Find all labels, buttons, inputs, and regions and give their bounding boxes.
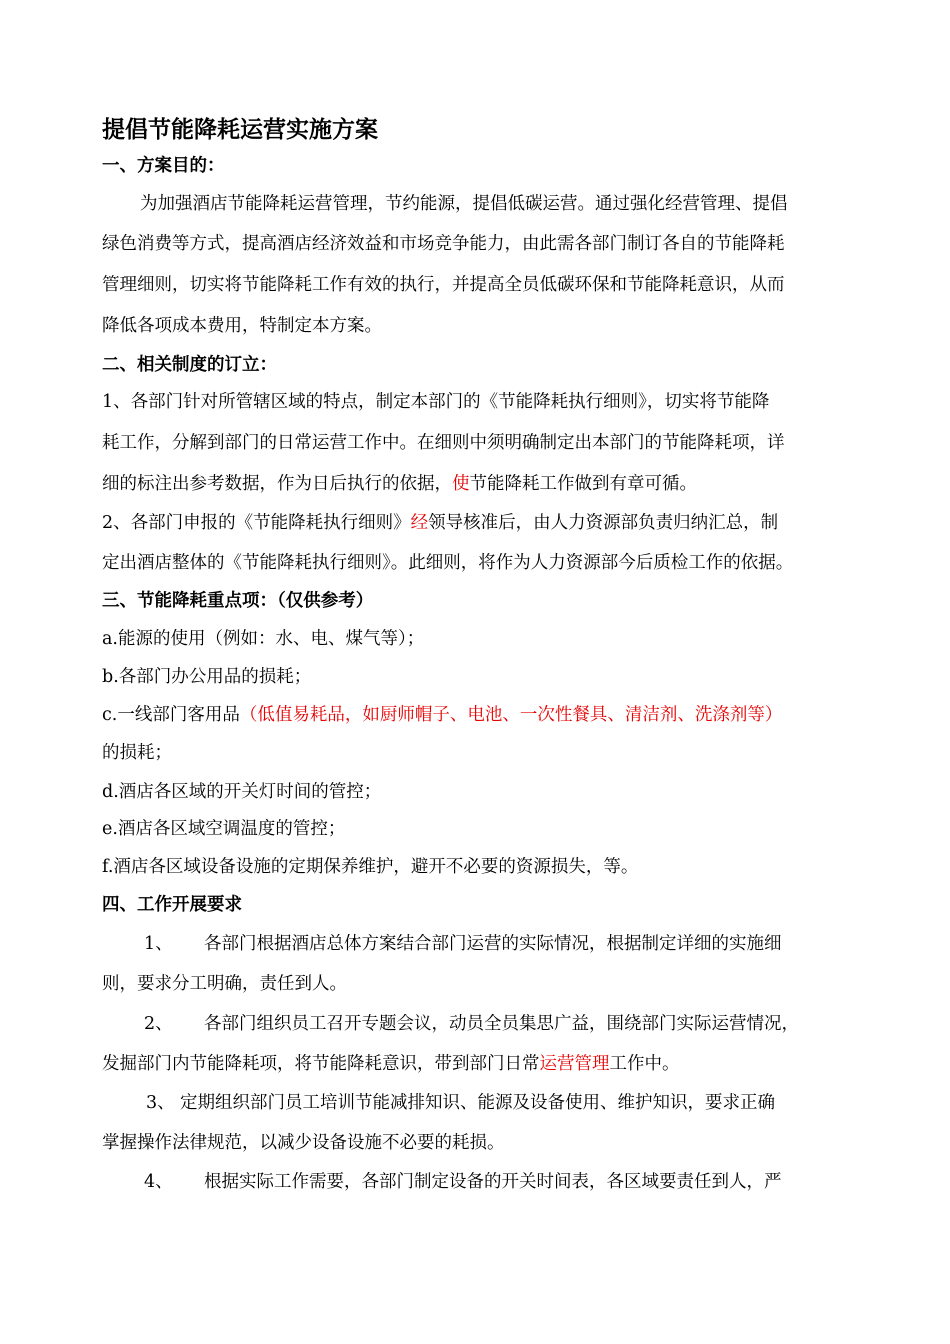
list-item — [102, 703, 782, 727]
document-title: 提倡节能降耗运营实施方案 — [102, 116, 378, 143]
highlighted-text: （低值易耗品，如厨师帽子、电池、一次性餐具、清洁剂、洗涤剂等） — [239, 705, 783, 725]
numbered-item-2: 2、 — [144, 1014, 173, 1034]
paragraph-line: 根据实际工作需要，各部门制定设备的开关时间表，各区域要责任到人，严 — [204, 1172, 782, 1192]
paragraph-line: 1、各部门针对所管辖区域的特点，制定本部门的《节能降耗执行细则》，切实将节能降 — [102, 392, 770, 412]
paragraph-line — [102, 1052, 680, 1076]
list-item: f.酒店各区域设备设施的定期保养维护，避开不必要的资源损失，等。 — [102, 857, 639, 877]
text-run: 2、各部门申报的《节能降耗执行细则》 — [102, 513, 411, 533]
paragraph-line: 管理细则，切实将节能降耗工作有效的执行，并提高全员低碳环保和节能降耗意识，从而 — [102, 275, 785, 295]
list-item: b.各部门办公用品的损耗； — [102, 667, 312, 687]
paragraph-line — [102, 511, 778, 535]
highlighted-text: 运营管理 — [539, 1054, 610, 1074]
paragraph-line: 则，要求分工明确，责任到人。 — [102, 974, 347, 994]
list-item-continuation: 的损耗； — [102, 743, 172, 763]
section-heading-3: 三、节能降耗重点项：（仅供参考） — [102, 591, 374, 611]
text-run: 节能降耗工作做到有章可循。 — [469, 474, 697, 494]
numbered-item-3: 3、 — [146, 1093, 175, 1113]
paragraph-line: 掌握操作法律规范，以减少设备设施不必要的耗损。 — [102, 1133, 505, 1153]
list-item: a.能源的使用（例如：水、电、煤气等）； — [102, 629, 425, 649]
text-run: c.一线部门客用品 — [102, 705, 240, 725]
paragraph-line: 各部门组织员工召开专题会议，动员全员集思广益，围绕部门实际运营情况， — [204, 1014, 799, 1034]
section-heading-4: 四、工作开展要求 — [102, 895, 242, 915]
paragraph-line — [102, 472, 697, 496]
section-heading-2: 二、相关制度的订立： — [102, 355, 277, 375]
paragraph-line: 为加强酒店节能降耗运营管理，节约能源，提倡低碳运营。通过强化经营管理、提倡 — [140, 194, 788, 214]
paragraph-line: 各部门根据酒店总体方案结合部门运营的实际情况，根据制定详细的实施细 — [204, 934, 782, 954]
paragraph-line: 定期组织部门员工培训节能减排知识、能源及设备使用、维护知识，要求正确 — [180, 1093, 775, 1113]
text-run: 领导核准后，由人力资源部负责归纳汇总，制 — [428, 513, 779, 533]
paragraph-line: 绿色消费等方式，提高酒店经济效益和市场竞争能力，由此需各部门制订各自的节能降耗 — [102, 234, 785, 254]
paragraph-line: 耗工作，分解到部门的日常运营工作中。在细则中须明确制定出本部门的节能降耗项，详 — [102, 433, 785, 453]
numbered-item-4: 4、 — [144, 1172, 173, 1192]
paragraph-line: 定出酒店整体的《节能降耗执行细则》。此细则，将作为人力资源部今后质检工作的依据。 — [102, 553, 794, 573]
highlighted-text: 使 — [452, 474, 470, 494]
text-run: 细的标注出参考数据，作为日后执行的依据， — [102, 474, 452, 494]
highlighted-text: 经 — [410, 513, 429, 533]
list-item: d.酒店各区域的开关灯时间的管控； — [102, 782, 382, 802]
section-heading-1: 一、方案目的： — [102, 156, 225, 176]
numbered-item-1: 1、 — [144, 934, 173, 954]
list-item: e.酒店各区域空调温度的管控； — [102, 819, 346, 839]
text-run: 发掘部门内节能降耗项，将节能降耗意识，带到部门日常 — [102, 1054, 540, 1074]
paragraph-line: 降低各项成本费用，特制定本方案。 — [102, 316, 382, 336]
text-run: 工作中。 — [609, 1054, 680, 1074]
